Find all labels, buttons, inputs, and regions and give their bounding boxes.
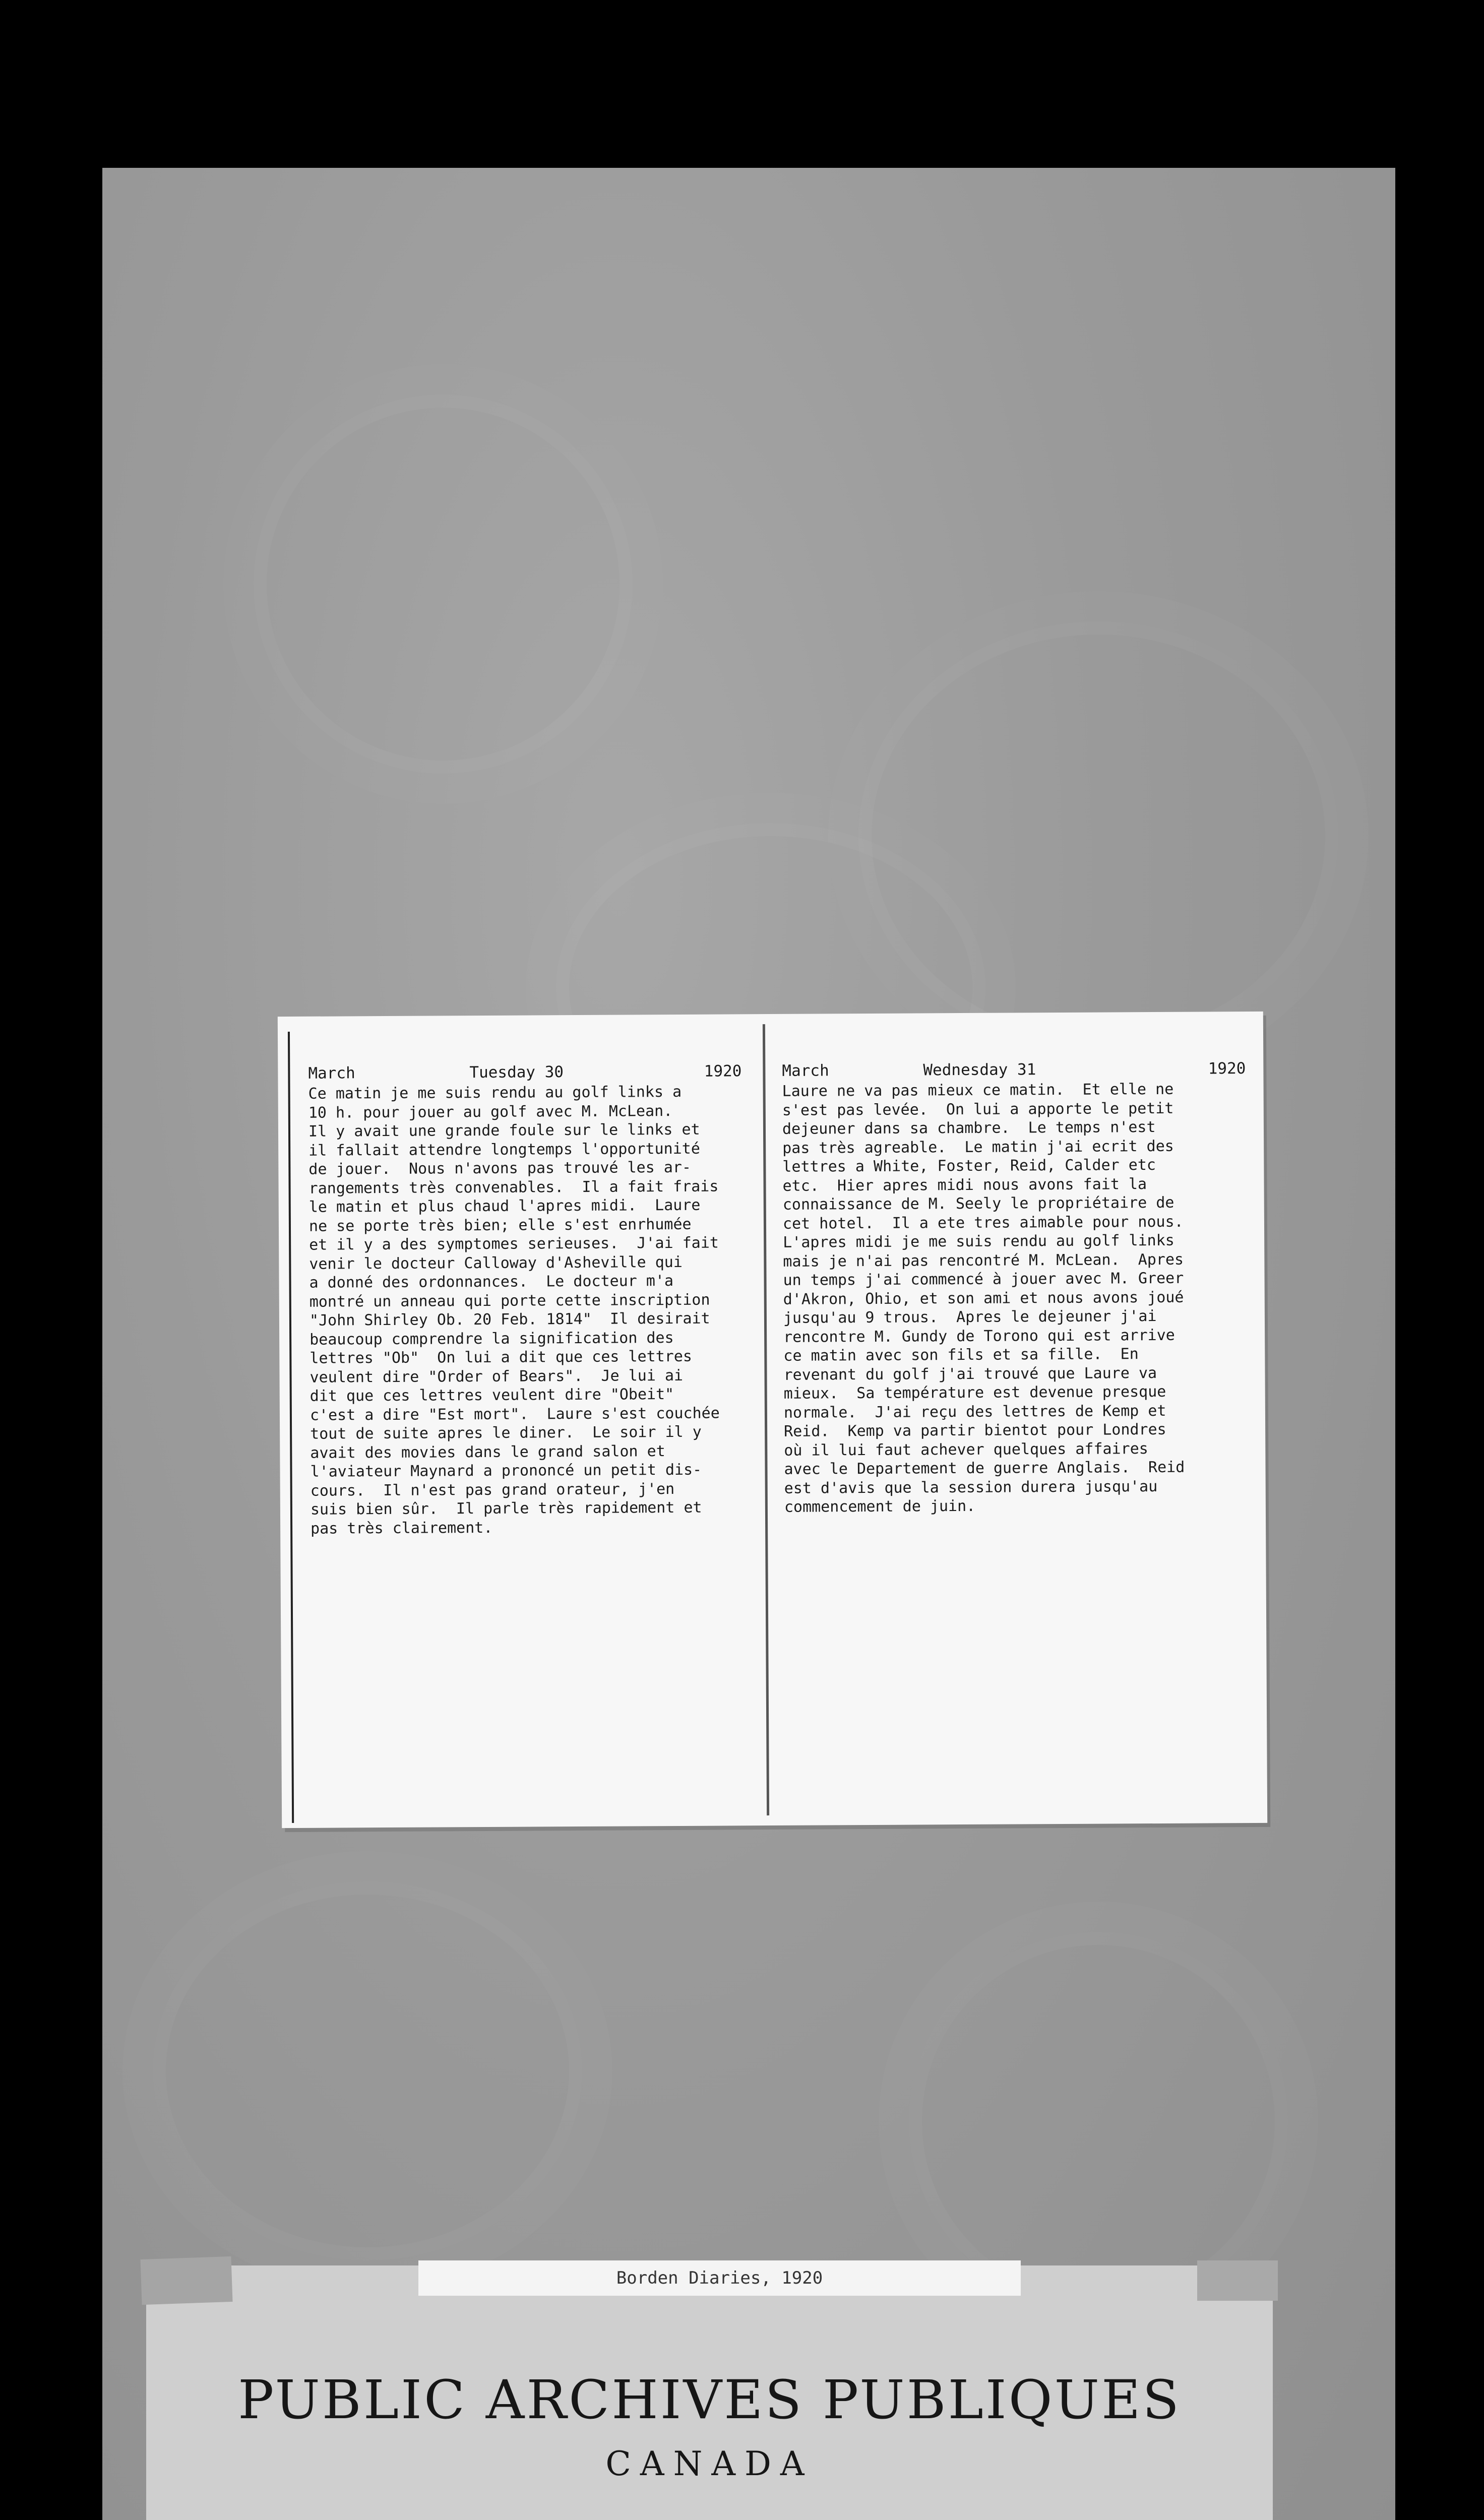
moire-pattern <box>909 1932 1288 2311</box>
moire-pattern <box>153 1881 582 2260</box>
entry-line: est d'avis que la session durera jusqu'au <box>784 1477 1158 1497</box>
entry-text <box>782 1080 1248 1517</box>
entry-line: 10 h. pour jouer au golf avec M. McLean. <box>308 1102 673 1122</box>
entry-line: cet hotel. Il a ete tres aimable pour nous. <box>782 1213 1184 1233</box>
entry-line: mieux. Sa température est devenue presque <box>783 1382 1166 1403</box>
entry-line: rencontre M. Gundy de Torono qui est arrive <box>783 1326 1175 1346</box>
entry-line: un temps j'ai commencé à jouer avec M. Greer <box>783 1269 1184 1289</box>
entry-line: tout de suite apres le diner. Le soir il y <box>310 1423 702 1443</box>
tape-piece <box>1197 2260 1278 2301</box>
entry-day: Wednesday 31 <box>923 1060 1036 1080</box>
entry-line: Il y avait une grande foule sur le links et <box>308 1120 700 1141</box>
diary-page <box>278 1012 1267 1828</box>
entry-line: mais je n'ai pas rencontré M. McLean. Apres <box>783 1250 1184 1271</box>
entry-year: 1920 <box>1208 1059 1246 1078</box>
entry-line: lettres "Ob" On lui a dit que ces lettres <box>310 1347 693 1367</box>
entry-month: March <box>308 1064 355 1083</box>
entry-text <box>308 1082 765 1538</box>
entry-line: s'est pas levée. On lui a apporte le petit <box>782 1099 1174 1119</box>
entry-line: Reid. Kemp va partir bientot pour Londres <box>784 1420 1166 1440</box>
entry-line: où il lui faut achever quelques affaires <box>784 1439 1148 1460</box>
entry-line: venir le docteur Calloway d'Asheville qui <box>309 1253 683 1273</box>
entry-line: l'aviateur Maynard a prononcé un petit dis- <box>310 1461 702 1481</box>
entry-line: ne se porte très bien; elle s'est enrhumée <box>308 1215 692 1235</box>
entry-line: commencement de juin. <box>784 1497 976 1516</box>
archive-country: CANADA <box>605 2444 814 2483</box>
diary-entry-right <box>782 1059 1248 1517</box>
entry-line: Laure ne va pas mieux ce matin. Et elle ne <box>782 1080 1174 1100</box>
moire-pattern <box>254 395 633 774</box>
entry-line: "John Shirley Ob. 20 Feb. 1814" Il desirait <box>309 1309 710 1330</box>
page-edge <box>288 1032 294 1823</box>
series-tag: Borden Diaries, 1920 <box>418 2260 1021 2296</box>
entry-line: veulent dire "Order of Bears". Je lui ai <box>310 1366 684 1387</box>
entry-line: et il y a des symptomes serieuses. J'ai fait <box>309 1234 719 1254</box>
entry-month: March <box>782 1061 829 1080</box>
entry-line: normale. J'ai reçu des lettres de Kemp et <box>783 1402 1166 1422</box>
entry-line: avait des movies dans le grand salon et <box>310 1442 665 1462</box>
entry-line: dejeuner dans sa chambre. Le temps n'est <box>782 1118 1156 1138</box>
entry-line: montré un anneau qui porte cette inscription <box>309 1291 710 1311</box>
diary-entry-left <box>308 1062 764 1538</box>
entry-header <box>782 1059 1246 1082</box>
archive-name: PUBLIC ARCHIVES PUBLIQUES <box>238 2369 1181 2431</box>
tape-piece <box>140 2256 232 2305</box>
entry-line: a donné des ordonnances. Le docteur m'a <box>309 1272 674 1292</box>
entry-day: Tuesday 30 <box>469 1063 564 1082</box>
entry-line: beaucoup comprendre la signification des <box>310 1329 674 1349</box>
entry-year: 1920 <box>704 1062 742 1081</box>
entry-line: de jouer. Nous n'avons pas trouvé les ar- <box>308 1158 692 1178</box>
entry-line: connaissance de M. Seely le propriétaire de <box>782 1193 1174 1214</box>
entry-line: rangements très convenables. Il a fait frais <box>308 1177 719 1198</box>
entry-line: c'est a dire "Est mort". Laure s'est couchée <box>310 1404 720 1424</box>
entry-line: il fallait attendre longtemps l'opportunité <box>308 1140 700 1160</box>
entry-line: dit que ces lettres veulent dire "Obeit" <box>310 1385 674 1405</box>
entry-line: suis bien sûr. Il parle très rapidement et <box>310 1498 702 1519</box>
entry-line: avec le Departement de guerre Anglais. Reid <box>784 1458 1185 1478</box>
entry-line: d'Akron, Ohio, et son ami et nous avons joué <box>783 1288 1184 1308</box>
entry-line: pas très agreable. Le matin j'ai ecrit des <box>782 1137 1174 1157</box>
entry-line: revenant du golf j'ai trouvé que Laure va <box>783 1364 1157 1384</box>
entry-line: L'apres midi je me suis rendu au golf links <box>783 1231 1174 1251</box>
entry-line: lettres a White, Foster, Reid, Calder etc <box>782 1156 1156 1176</box>
entry-line: le matin et plus chaud l'apres midi. Laure <box>308 1196 701 1216</box>
entry-line: etc. Hier apres midi nous avons fait la <box>782 1175 1147 1195</box>
entry-line: cours. Il n'est pas grand orateur, j'en <box>310 1480 675 1500</box>
entry-header <box>308 1062 762 1085</box>
entry-line: pas très clairement. <box>311 1519 493 1538</box>
entry-line: ce matin avec son fils et sa fille. En <box>783 1345 1139 1365</box>
entry-line: Ce matin je me suis rendu au golf links a <box>308 1083 682 1103</box>
entry-line: jusqu'au 9 trous. Apres le dejeuner j'ai <box>783 1307 1157 1327</box>
